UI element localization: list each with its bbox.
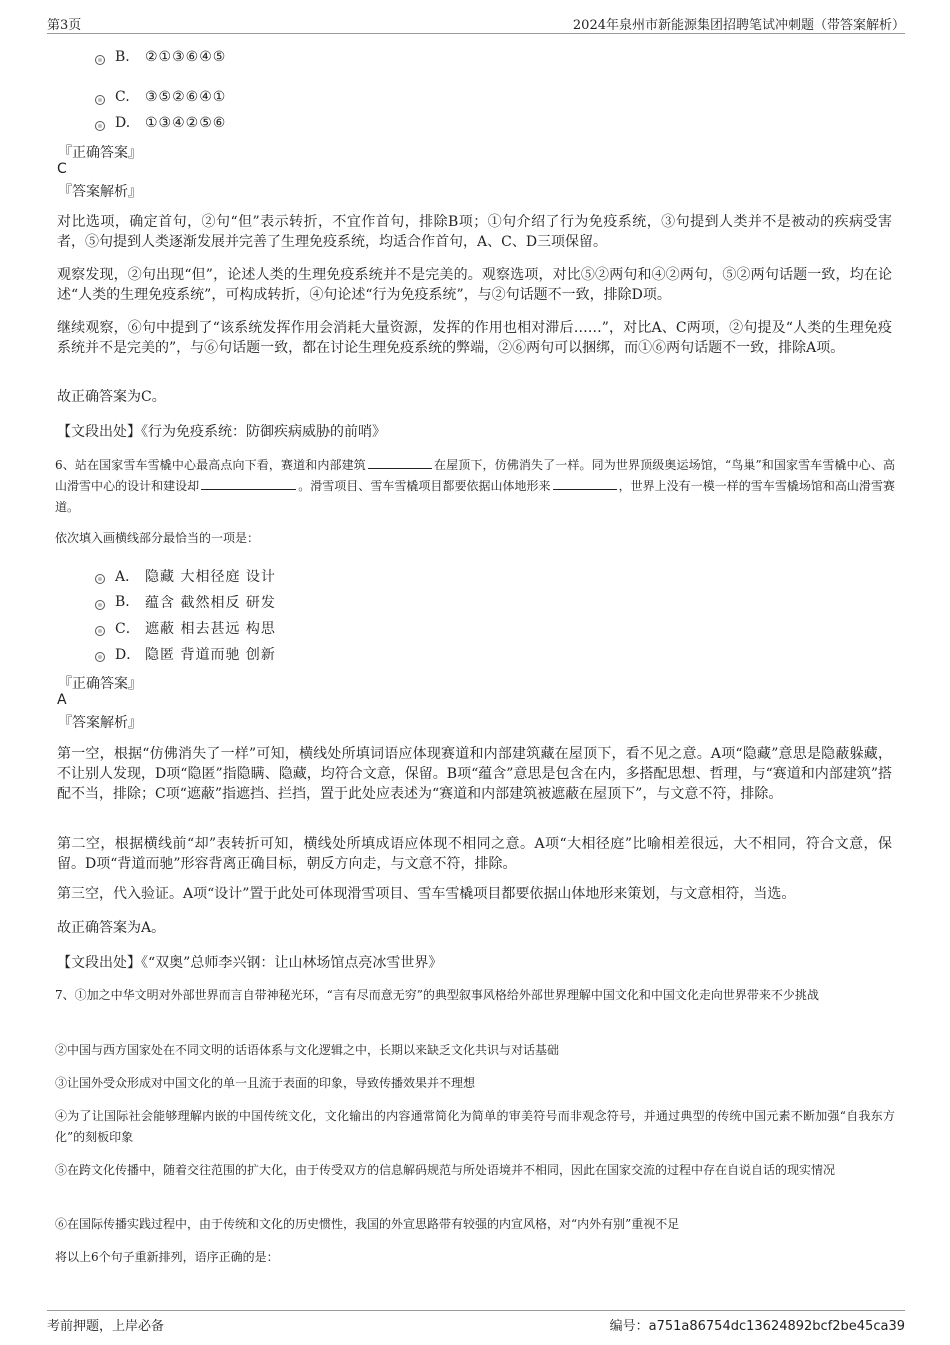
fill-blank xyxy=(201,477,296,490)
radio-icon[interactable] xyxy=(95,121,105,131)
option-text: 隐藏 大相径庭 设计 xyxy=(145,569,276,585)
page-header xyxy=(47,12,905,34)
option-letter: A． xyxy=(115,569,140,585)
radio-icon[interactable] xyxy=(95,652,105,662)
option-text: 遮蔽 相去甚远 构思 xyxy=(145,621,276,637)
footer-code-label: 编号： xyxy=(609,1319,649,1334)
q5-answer-tag: 『正确答案』 xyxy=(58,145,142,161)
q5-analysis-paragraph: 对比选项，确定首句，②句“但”表示转折，不宜作首句，排除B项；①句介绍了行为免疫系统，③句提到人类并不是被动的疾病受害者，⑤句提到人类逐渐发展并完善了生理免疫系统，均适合作首句，A、C、D三项保留。 xyxy=(57,214,892,250)
option-letter: B. xyxy=(115,49,130,65)
option-text: ②①③⑥④⑤ xyxy=(145,49,227,65)
q6-option-b[interactable] xyxy=(95,592,276,612)
document-title: 2024年泉州市新能源集团招聘笔试冲刺题（带答案解析） xyxy=(572,18,905,33)
page-number: 第3页 xyxy=(47,18,82,33)
q6-analysis-tag: 『答案解析』 xyxy=(58,715,142,731)
q6-option-a[interactable] xyxy=(95,566,276,586)
footer-code-value: a751a86754dc13624892bcf2be45ca39 xyxy=(648,1319,905,1334)
q6-analysis-paragraph: 故正确答案为A。 xyxy=(57,920,166,936)
fill-blank xyxy=(553,477,617,490)
q6-stem xyxy=(55,455,895,518)
q6-stem-part: 。滑雪项目、雪车雪橇项目都要依据山体地形来 xyxy=(298,479,551,493)
page-footer xyxy=(47,1310,905,1332)
option-text: ③⑤②⑥④① xyxy=(145,89,227,105)
option-letter: B. xyxy=(115,594,130,610)
q7-sentence: ④为了让国际社会能够理解内嵌的中国传统文化，文化输出的内容通常简化为简单的审美符号而非观念符号，并通过典型的传统中国元素不断加强“自我东方化”的刻板印象 xyxy=(55,1109,895,1144)
q7-prompt: 将以上6个句子重新排列，语序正确的是： xyxy=(55,1250,279,1264)
q6-stem-part: 在屋顶下，仿佛消失了一样。同为世界顶级奥运场馆，“鸟巢”和国家雪车雪橇中心、高山滑雪中心的设计和建设却 xyxy=(55,458,895,493)
radio-icon[interactable] xyxy=(95,55,105,65)
option-text: 蕴含 截然相反 研发 xyxy=(145,595,276,611)
q5-analysis-paragraph: 观察发现，②句出现“但”，论述人类的生理免疫系统并不是完美的。观察选项，对比⑤②两句和④②两句，⑤②两句话题一致，均在论述“人类的生理免疫系统”，可构成转折，④句论述“行为免疫系统”，与②句话题不一致，排除D项。 xyxy=(57,267,892,303)
option-text: 隐匿 背道而驰 创新 xyxy=(145,647,276,663)
q6-stem-part: ，世界上没有一模一样的雪车雪橇场馆和高山滑雪赛道。 xyxy=(55,479,895,514)
q6-option-d[interactable] xyxy=(95,644,276,664)
footer-slogan: 考前押题，上岸必备 xyxy=(47,1319,165,1334)
option-letter: C. xyxy=(115,89,130,105)
option-letter: C． xyxy=(115,621,140,637)
q6-answer-tag: 『正确答案』 xyxy=(58,676,142,692)
q7-sentence: ③让国外受众形成对中国文化的单一且流于表面的印象，导致传播效果并不理想 xyxy=(55,1076,476,1090)
q5-source: 【文段出处】《行为免疫系统：防御疾病威胁的前哨》 xyxy=(57,424,386,440)
q6-option-c[interactable] xyxy=(95,618,276,638)
fill-blank xyxy=(368,456,432,469)
radio-icon[interactable] xyxy=(95,95,105,105)
option-letter: D． xyxy=(115,647,141,663)
q6-stem-part: 6、站在国家雪车雪橇中心最高点向下看，赛道和内部建筑 xyxy=(55,458,366,472)
q5-option-d[interactable] xyxy=(95,113,226,133)
q5-option-c[interactable] xyxy=(95,87,226,107)
q5-analysis-tag: 『答案解析』 xyxy=(58,184,142,200)
q7-sentence: ⑤在跨文化传播中，随着交往范围的扩大化，由于传受双方的信息解码规范与所处语境并不相同，因此在国家交流的过程中存在自说自话的现实情况 xyxy=(55,1163,836,1177)
q6-analysis-paragraph: 第一空，根据“仿佛消失了一样”可知，横线处所填词语应体现赛道和内部建筑藏在屋顶下，看不见之意。A项“隐藏”意思是隐蔽躲藏，不让别人发现，D项“隐匿”指隐瞒、隐藏，均符合文意，保留。B项“蕴含”意思是包含在内，多搭配思想、哲理，与“赛道和内部建筑”搭配不当，排除；C项“遮蔽”指遮挡、拦挡，置于此处应表述为“赛道和内部建筑被遮蔽在屋顶下”，与文意不符，排除。 xyxy=(57,746,892,802)
q5-analysis-paragraph: 故正确答案为C。 xyxy=(57,389,166,405)
q5-answer: C xyxy=(57,161,67,177)
option-text: ①③④②⑤⑥ xyxy=(145,115,227,131)
q7-sentence: ②中国与西方国家处在不同文明的话语体系与文化逻辑之中，长期以来缺乏文化共识与对话基础 xyxy=(55,1043,560,1057)
q7-sentence: ⑥在国际传播实践过程中，由于传统和文化的历史惯性，我国的外宣思路带有较强的内宣风格，对“内外有别”重视不足 xyxy=(55,1217,680,1231)
q6-prompt: 依次填入画横线部分最恰当的一项是： xyxy=(55,531,260,545)
radio-icon[interactable] xyxy=(95,600,105,610)
q6-analysis-paragraph: 第三空，代入验证。A项“设计”置于此处可体现滑雪项目、雪车雪橇项目都要依据山体地形来策划，与文意相符，当选。 xyxy=(57,886,796,902)
radio-icon[interactable] xyxy=(95,626,105,636)
footer-code xyxy=(610,1315,905,1334)
q5-analysis-paragraph: 继续观察，⑥句中提到了“该系统发挥作用会消耗大量资源，发挥的作用也相对滞后……”，对比A、C两项，②句提及“人类的生理免疫系统并不是完美的”，与⑥句话题一致，都在讨论生理免疫系统的弊端，②⑥两句可以捆绑，而①⑥两句话题不一致，排除A项。 xyxy=(57,320,892,356)
q5-option-b[interactable] xyxy=(95,47,226,67)
q6-source: 【文段出处】《“双奥”总师李兴钢：让山林场馆点亮冰雪世界》 xyxy=(57,955,443,971)
q6-answer: A xyxy=(57,692,67,708)
option-letter: D. xyxy=(115,115,131,131)
q7-sentence: 7、①加之中华文明对外部世界而言自带神秘光环，“言有尽而意无穷”的典型叙事风格给外部世界理解中国文化和中国文化走向世界带来不少挑战 xyxy=(55,988,819,1002)
q6-analysis-paragraph: 第二空，根据横线前“却”表转折可知，横线处所填成语应体现不相同之意。A项“大相径庭”比喻相差很远，大不相同，符合文意，保留。D项“背道而驰”形容背离正确目标，朝反方向走，与文意不符，排除。 xyxy=(57,836,892,872)
radio-icon[interactable] xyxy=(95,574,105,584)
